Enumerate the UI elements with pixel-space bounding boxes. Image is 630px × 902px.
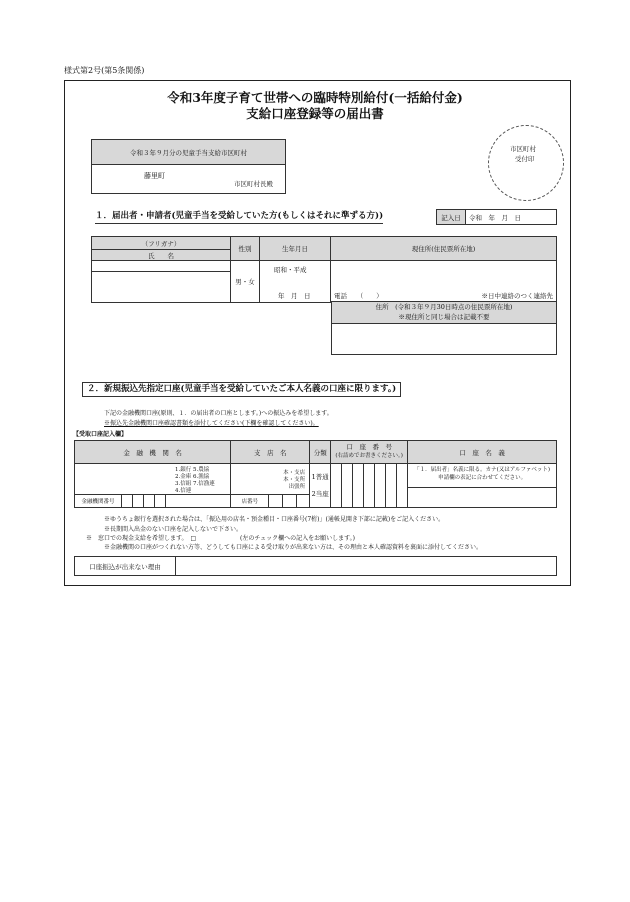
bank-code-digit-4[interactable] (155, 495, 166, 508)
reason-table (74, 556, 557, 576)
bank-type-kinko: 2.金庫 (175, 473, 192, 480)
acct-digit-2[interactable] (342, 464, 353, 508)
branch-code-digit-1[interactable] (269, 495, 283, 508)
furigana-field[interactable] (92, 261, 231, 272)
form-title-line2: 支給口座登録等の届出書 (246, 106, 384, 121)
bank-type-shinren: 4.信連 (175, 487, 192, 494)
holder-note-2: 申請欄の表記に合わせてください。 (438, 474, 527, 481)
branch-name-label: 支 店 名 (231, 441, 310, 464)
reception-stamp-circle (488, 125, 564, 201)
bank-code-digit-1[interactable] (122, 495, 133, 508)
stamp-label-1: 市区町村 (510, 145, 536, 153)
acct-type-label: 分類 (310, 441, 331, 464)
stamp-label-2: 受付印 (515, 155, 535, 163)
contact-note: ※日中連絡のつく連絡先 (481, 292, 553, 300)
note-dormant: ※長期間入出金のない口座を記入しないで下さい。 (104, 526, 243, 533)
holder-label: 口 座 名 義 (408, 441, 557, 464)
date-box (436, 209, 557, 225)
form-number: 様式第2号(第5条関係) (64, 66, 145, 75)
branch-type-honshisho: 本・支所 (283, 477, 306, 484)
address2-table (331, 301, 557, 355)
branch-name-field[interactable] (231, 464, 310, 495)
address2-note: ※現住所と同じ場合は記載不要 (398, 312, 490, 321)
bank-code-digit-3[interactable] (144, 495, 155, 508)
section2-intro1: 下記の金融機関口座(原則、１．の届出者の口座とします。)への振込みを希望します。 (104, 410, 333, 417)
acct-digit-7[interactable] (397, 464, 408, 508)
branch-code-digit-3[interactable] (296, 495, 310, 508)
bank-type-shingyoren: 7.信漁連 (193, 480, 215, 487)
date-label: 記入日 (437, 210, 466, 225)
bank-name-field[interactable] (75, 464, 231, 495)
address2-header (332, 302, 557, 324)
section2-intro2: ※振込先金融機関口座確認書類を添付してください(下欄を確認してください)。 (104, 420, 319, 427)
note-cash-checkbox-hint: (左のチェック欄への記入をお願いします。) (240, 535, 356, 542)
acct-digit-3[interactable] (353, 464, 364, 508)
acct-type-futsu: 1普通 (311, 472, 329, 481)
bank-type-nokyo: 5.農協 (193, 467, 210, 473)
bank-code-spacer (166, 495, 231, 508)
branch-type-shucchojo: 出張所 (288, 484, 306, 491)
acct-digit-1[interactable] (331, 464, 342, 508)
sex-field[interactable]: 男・女 (231, 261, 260, 303)
reason-field[interactable] (176, 557, 557, 576)
bank-type-gyokyo: 6.漁協 (193, 473, 210, 480)
era-options: 昭和・平成 (274, 266, 307, 274)
acct-digit-4[interactable] (364, 464, 375, 508)
acct-no-label: 口 座 番 号 (346, 443, 392, 452)
acct-no-sub: (右詰めでお書きください。) (335, 453, 403, 459)
holder-field[interactable] (408, 464, 557, 508)
note-no-account: ※金融機関の口座がつくれない方等、どうしても口座による受け取りが出来ない方は、その理由と本人確認資料を裏面に添付してください。 (104, 544, 483, 551)
account-box-label: 【受取口座記入欄】 (73, 431, 128, 438)
recipient-field[interactable] (92, 165, 286, 194)
branch-type-honshiten: 本・支店 (283, 470, 306, 476)
bank-code-digit-2[interactable] (133, 495, 144, 508)
acct-type-field[interactable] (310, 464, 331, 508)
phone-label: 電話 （ ） (334, 292, 383, 300)
recipient-header: 令和３年９月分の児童手当支給市区町村 (92, 140, 286, 165)
address-field[interactable] (331, 261, 557, 303)
acct-digit-6[interactable] (386, 464, 397, 508)
bank-type-bank: 1.銀行 (175, 467, 192, 473)
reason-label: 口座振込が出来ない理由 (75, 557, 176, 576)
section2-heading: ２．新規振込先指定口座(児童手当を受給していたご本人名義の口座に限ります。) (82, 382, 401, 397)
sex-label: 性別 (231, 237, 260, 261)
acct-no-header (331, 441, 408, 464)
note-cash-counter: ※ 窓口での現金支給を希望します。 □ (86, 535, 197, 542)
address2-label: 住所 (令和３年９月30日時点の住民票所在地) (375, 303, 513, 312)
branch-code-label: 店番号 (231, 495, 269, 508)
bank-name-label: 金 融 機 関 名 (75, 441, 231, 464)
acct-type-toza: 2当座 (311, 489, 329, 498)
bank-type-shinso: 3.信組 (175, 480, 192, 487)
birth-field[interactable] (260, 261, 331, 303)
acct-digit-5[interactable] (375, 464, 386, 508)
address-label: 現住所(住民票所在地) (331, 237, 557, 261)
note-yucho: ※ゆうちょ銀行を選択された場合は、「振込用の店名・預金種目・口座番号(7桁)」(通帳見開き下部に記載)をご記入ください。 (104, 516, 445, 523)
recipient-town: 藤里町 (144, 172, 165, 180)
branch-code-digit-2[interactable] (283, 495, 297, 508)
section1-heading: １．届出者・申請者(児童手当を受給していた方(もしくはそれに準ずる方)) (95, 212, 383, 224)
name-label: 氏 名 (92, 250, 231, 261)
bank-type-list (175, 467, 225, 495)
recipient-box (91, 139, 286, 194)
form-title-line1: 令和3年度子育て世帯への臨時特別給付(一括給付金) (167, 90, 463, 105)
recipient-suffix: 市区町村長殿 (234, 180, 273, 188)
birth-ymd: 年 月 日 (278, 292, 311, 300)
account-table (74, 440, 557, 508)
bank-code-label: 金融機関番号 (75, 495, 122, 508)
address2-field[interactable] (332, 324, 557, 355)
holder-note (408, 464, 556, 488)
furigana-label: （フリガナ） (92, 237, 231, 250)
holder-note-1: 「１．届出者」名義に限る。カナ(又はアルファベット) (414, 467, 551, 473)
birth-label: 生年月日 (260, 237, 331, 261)
branch-type-list (283, 470, 305, 491)
applicant-table (91, 236, 557, 303)
date-field[interactable]: 令和 年 月 日 (466, 210, 557, 225)
name-field[interactable] (92, 272, 231, 303)
